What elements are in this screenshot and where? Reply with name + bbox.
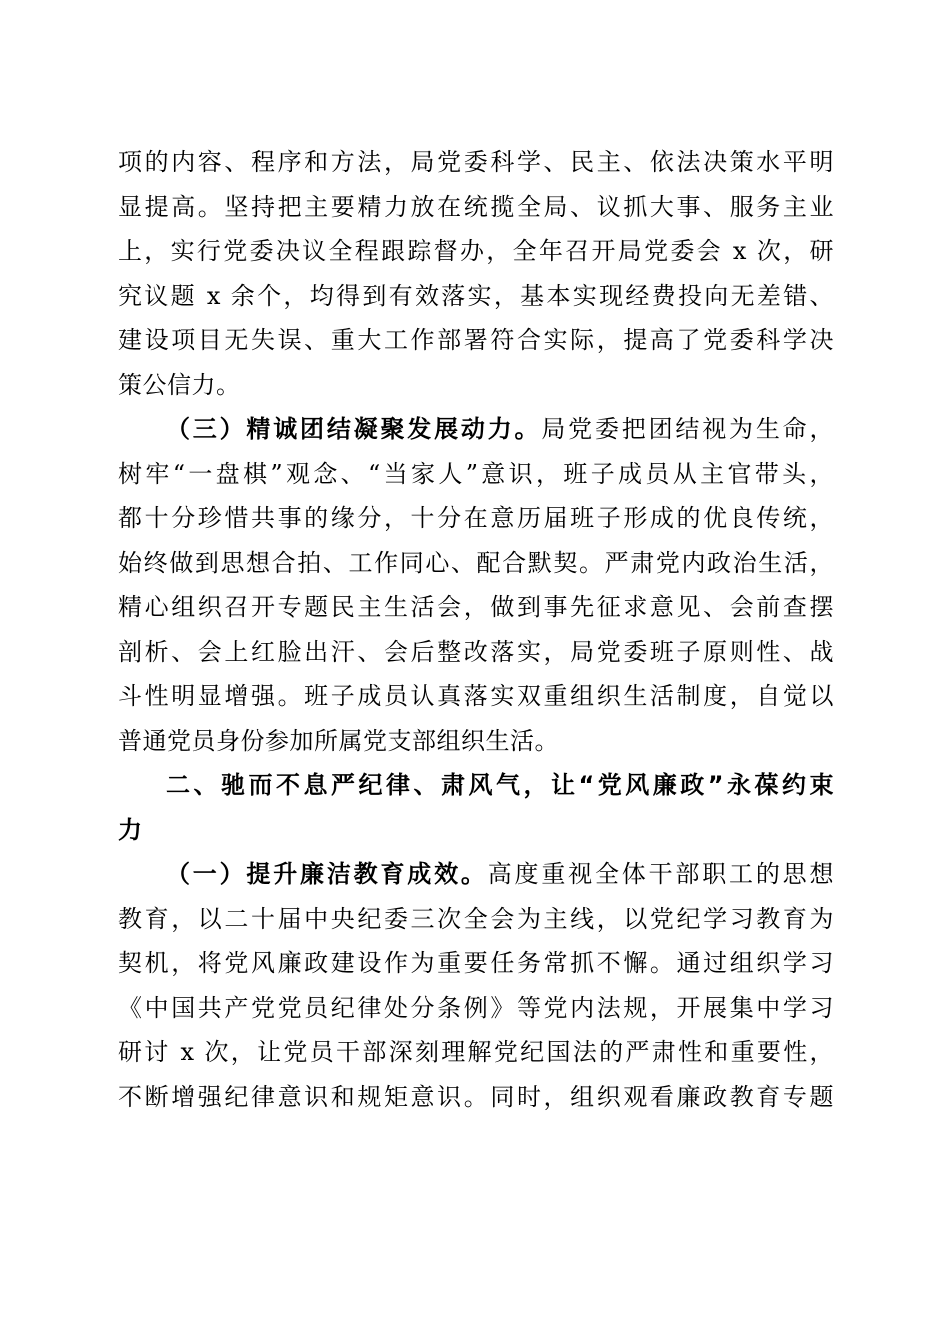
text-line: 上，实行党委决议全程跟踪督办，全年召开局党委会 x 次，研 (118, 237, 834, 265)
text-line: 剖析、会上红脸出汗、会后整改落实，局党委班子原则性、战 (118, 637, 834, 666)
text-line: 精心组织召开专题民主生活会，做到事先征求意见、会前查摆 (118, 593, 834, 621)
text-line: 究议题 x 余个，均得到有效落实，基本实现经费投向无差错、 (118, 281, 834, 310)
text-line: 不断增强纪律意识和规矩意识。同时，组织观看廉政教育专题 (118, 1082, 834, 1111)
text-line: 斗性明显增强。班子成员认真落实双重组织生活制度，自觉以 (118, 682, 834, 710)
heading-line: 力 (118, 815, 143, 844)
paragraph-unity (118, 407, 834, 763)
paragraph-integrity-education (118, 852, 834, 1119)
text-line (118, 407, 834, 452)
text-line: 都十分珍惜共事的缘分，十分在意历届班子形成的优良传统， (118, 504, 834, 532)
text-line: 建设项目无失误、重大工作部署符合实际，提高了党委科学决 (118, 326, 834, 354)
text-line: 教育，以二十届中央纪委三次全会为主线，以党纪学习教育为 (118, 904, 834, 933)
text-segment: 局党委把团结视为生命， (541, 415, 834, 443)
text-line: 《中国共产党党员纪律处分条例》等党内法规，开展集中学习 (118, 993, 834, 1022)
heading-line: 二、驰而不息严纪律、肃风气，让“党风廉政”永葆约束 (166, 771, 834, 799)
text-line: 研讨 x 次，让党员干部深刻理解党纪国法的严肃性和重要性， (118, 1038, 834, 1066)
paragraph-lead-title: （一）提升廉洁教育成效。 (166, 859, 488, 888)
text-line: 策公信力。 (118, 370, 241, 399)
text-line: 项的内容、程序和方法，局党委科学、民主、依法决策水平明 (118, 148, 834, 176)
text-line: 普通党员身份参加所属党支部组织生活。 (118, 726, 559, 755)
text-segment: 高度重视全体干部职工的思想 (487, 860, 834, 888)
paragraph-lead-title: （三）精诚团结凝聚发展动力。 (166, 414, 542, 443)
text-line: 树牢“一盘棋”观念、“当家人”意识，班子成员从主官带头， (118, 459, 834, 488)
text-line: 契机，将党风廉政建设作为重要任务常抓不懈。通过组织学习 (118, 949, 834, 977)
paragraph-decision-making (118, 140, 834, 407)
section-heading (118, 763, 834, 852)
text-line: 显提高。坚持把主要精力放在统揽全局、议抓大事、服务主业 (118, 192, 834, 221)
text-line (118, 852, 834, 897)
text-line: 始终做到思想合拍、工作同心、配合默契。严肃党内政治生活， (118, 548, 834, 577)
document-page (118, 140, 834, 1119)
